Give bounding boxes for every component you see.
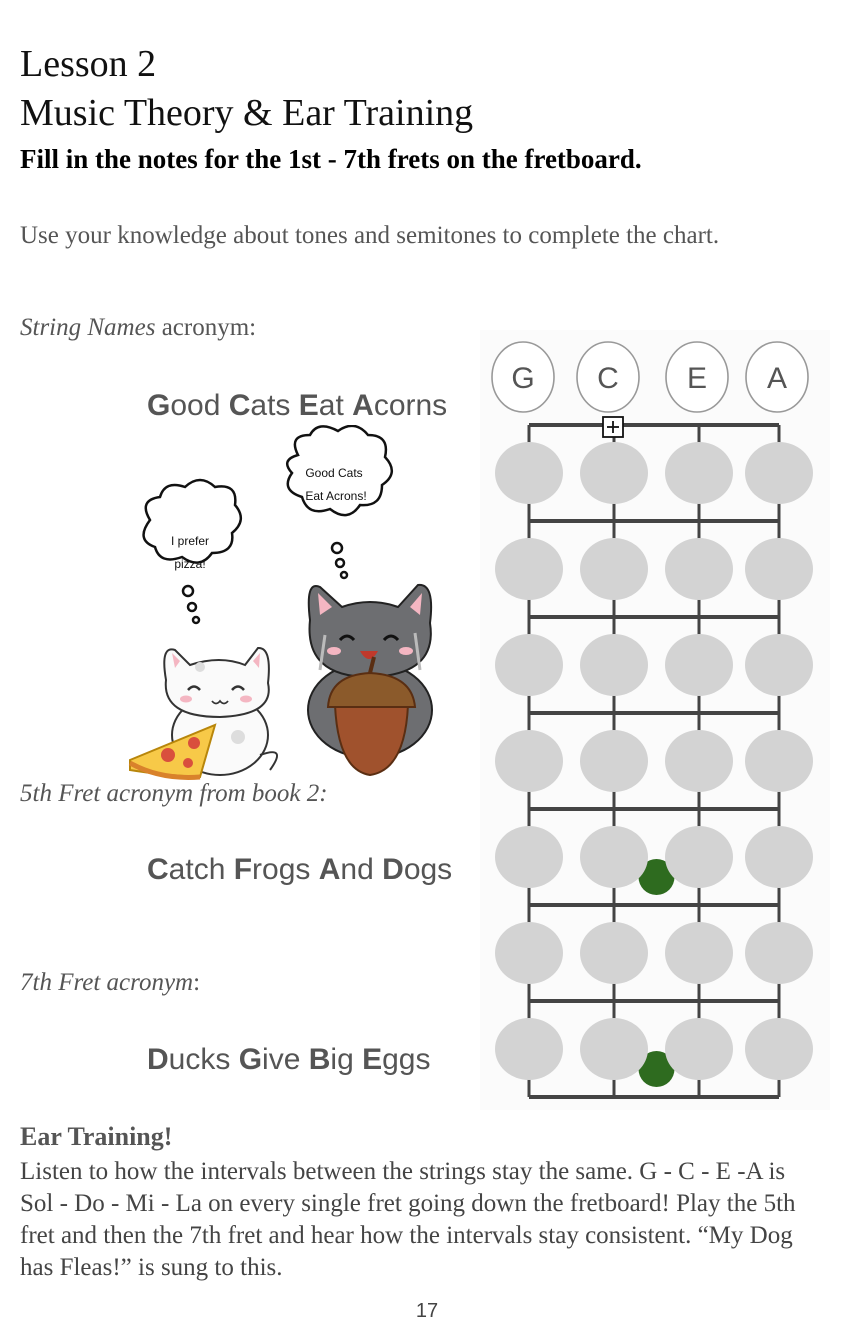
lesson-title: Lesson 2 [20, 43, 157, 85]
note-circle-fret3-A[interactable] [745, 634, 813, 696]
note-circle-fret6-A[interactable] [745, 922, 813, 984]
note-circle-fret5-C[interactable] [580, 826, 648, 888]
note-circle-fret5-E[interactable] [665, 826, 733, 888]
note-circle-fret2-C[interactable] [580, 538, 648, 600]
seventh-fret-acronym: Ducks Give Big Eggs [147, 1043, 431, 1076]
note-circle-fret7-E[interactable] [665, 1018, 733, 1080]
open-string-label-C: C [597, 362, 619, 395]
seventh-fret-label: 7th Fret acronym: [20, 969, 201, 996]
string-names-acronym: Good Cats Eat Acorns [147, 389, 448, 422]
white-cat-bubble-line2: pizza! [174, 557, 206, 571]
note-circle-fret4-E[interactable] [665, 730, 733, 792]
note-circle-fret7-G[interactable] [495, 1018, 563, 1080]
note-circle-fret1-C[interactable] [580, 442, 648, 504]
fretboard-diagram [480, 330, 830, 1110]
fifth-fret-label: 5th Fret acronym from book 2: [20, 780, 328, 807]
ear-training-title: Ear Training! [20, 1122, 173, 1151]
note-circle-fret4-C[interactable] [580, 730, 648, 792]
note-circle-fret1-G[interactable] [495, 442, 563, 504]
white-cat-bubble-line1: I prefer [170, 534, 210, 548]
ear-training-body: Listen to how the intervals between the strings stay the same. G - C - E -A is Sol - Do - Mi - La on every single fret going down the fretboard! Play the 5th fret and then the 7th fret and hear how the intervals stay consistent. “My Dog has Fleas!” is sung to this. [20, 1158, 796, 1281]
note-circle-fret7-A[interactable] [745, 1018, 813, 1080]
page-number: 17 [415, 1300, 439, 1322]
lesson-subject: Music Theory & Ear Training [20, 92, 474, 134]
instruction-heading: Fill in the notes for the 1st - 7th frets on the fretboard. [20, 144, 642, 174]
string-names-label: String Names acronym: [20, 314, 257, 341]
note-circle-fret3-G[interactable] [495, 634, 563, 696]
note-circle-fret7-C[interactable] [580, 1018, 648, 1080]
note-circle-fret4-A[interactable] [745, 730, 813, 792]
note-circle-fret2-A[interactable] [745, 538, 813, 600]
note-circle-fret6-E[interactable] [665, 922, 733, 984]
note-circle-fret4-G[interactable] [495, 730, 563, 792]
note-circle-fret1-A[interactable] [745, 442, 813, 504]
note-circle-fret3-E[interactable] [665, 634, 733, 696]
fifth-fret-acronym: Catch Frogs And Dogs [147, 853, 453, 886]
note-circle-fret5-G[interactable] [495, 826, 563, 888]
move-handle-icon[interactable] [603, 417, 623, 437]
intro-text: Use your knowledge about tones and semitones to complete the chart. [20, 222, 720, 249]
note-circle-fret2-E[interactable] [665, 538, 733, 600]
note-circle-fret1-E[interactable] [665, 442, 733, 504]
note-circle-fret6-G[interactable] [495, 922, 563, 984]
note-circle-fret5-A[interactable] [745, 826, 813, 888]
open-string-label-G: G [511, 362, 535, 395]
cats-illustration [120, 425, 450, 785]
note-circle-fret3-C[interactable] [580, 634, 648, 696]
open-string-label-A: A [766, 362, 788, 395]
note-circle-fret2-G[interactable] [495, 538, 563, 600]
grey-cat-bubble-line1: Good Cats [305, 466, 363, 480]
open-string-label-E: E [686, 362, 708, 395]
white-cat-thought-bubble [144, 480, 241, 623]
grey-cat-bubble-line2: Eat Acrons! [305, 489, 367, 503]
note-circle-fret6-C[interactable] [580, 922, 648, 984]
